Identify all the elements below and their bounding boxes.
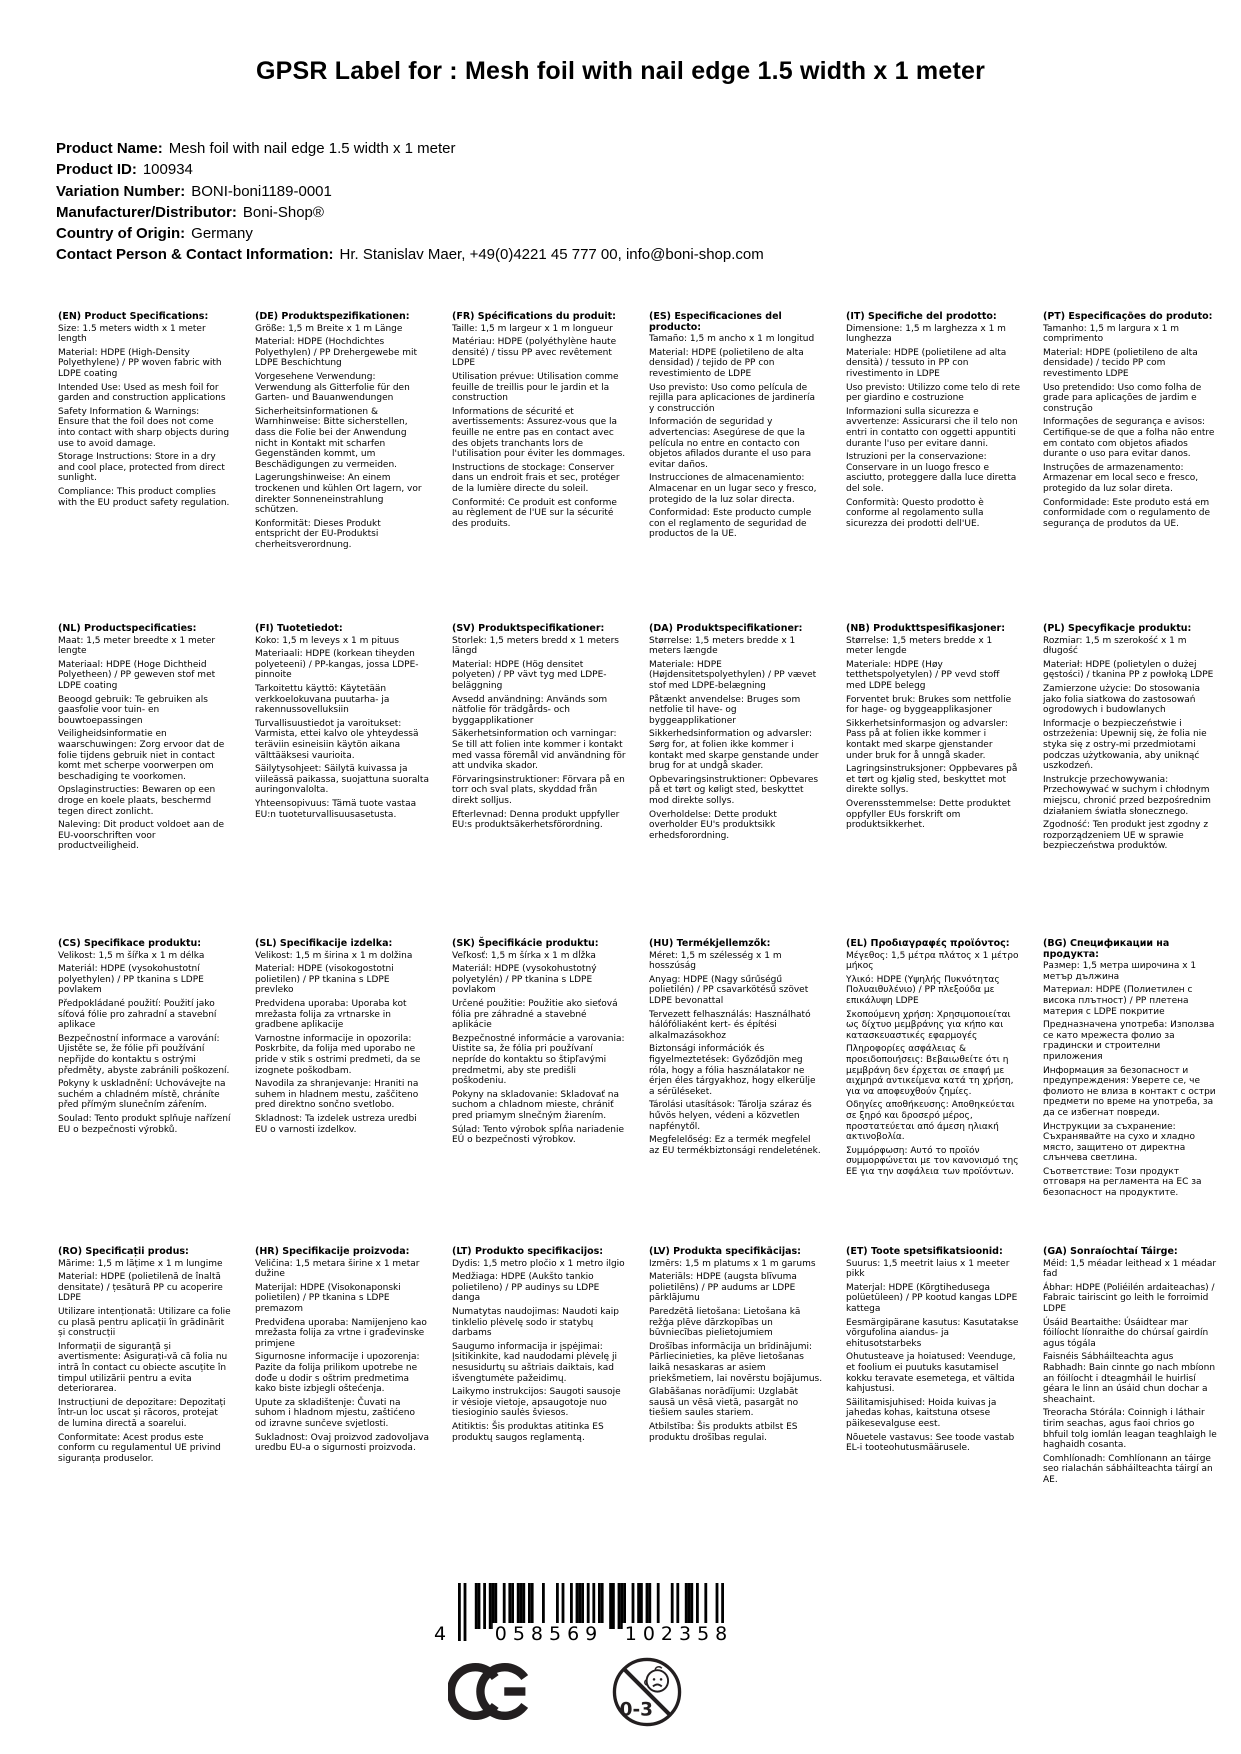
spec-paragraph: Uso previsto: Utilizzo come telo di rete per giardino e costruzione (846, 382, 1021, 404)
spec-heading: (LT) Produkto specifikacijos: (452, 1246, 604, 1257)
spec-paragraph: Ábhar: HDPE (Poliéilén ardaiteachas) / Fabraic tairiscint go leith le forroimid LDPE (1043, 1282, 1215, 1314)
spec-paragraph: Istruzioni per la conservazione: Conservare in un luogo fresco e asciutto, proteggere dalla luce diretta del sole. (846, 452, 1017, 494)
spec-paragraph: Compliance: This product complies with the EU product safety regulation. (58, 486, 230, 508)
spec-heading: (HU) Termékjellemzők: (649, 938, 771, 949)
spec-heading: (NL) Productspecificaties: (58, 623, 197, 634)
spec-paragraph: Información de seguridad y advertencias: Asegúrese de que la película no entre en contacto con objetos afilados durante el uso para evitar daños. (649, 417, 812, 470)
spec-paragraph: Material: HDPE (High-Density Polyethylene) / PP woven fabric with LDPE coating (58, 347, 222, 379)
spec-paragraph: Turvallisuustiedot ja varoitukset: Varmista, ettei kalvo ole yhteydessä teräviin esineisiin käytön aikana välttääksesi vaurioita. (255, 718, 419, 761)
spec-paragraph: Materiale: HDPE (Høy tetthetspolyetylen) / PP vevd stoff med LDPE belegg (846, 659, 1000, 691)
spec-heading: (EN) Product Specifications: (58, 311, 209, 322)
spec-block-es (649, 312, 823, 543)
spec-block-nb (846, 624, 1020, 834)
spec-paragraph: Säkerhetsinformation och varningar: Se till att folien inte kommer i kontakt med vassa föremål vid användning för att undvika skador. (452, 729, 626, 772)
spec-heading: (SL) Specifikacije izdelka: (255, 938, 393, 949)
spec-paragraph: Zamierzone użycie: Do stosowania jako folia siatkowa do zastosowań ogrodowych i budowlanych (1043, 683, 1200, 716)
spec-heading: (FI) Tuotetiedot: (255, 623, 343, 634)
spec-paragraph: Safety Information & Warnings: Ensure that the foil does not come into contact with sharp objects during use to avoid damage. (58, 406, 230, 449)
info-value: 100934 (142, 161, 193, 179)
spec-paragraph: Materiál: HDPE (vysokohustotný polyetylén) / PP tkanina s LDPE povlakom (452, 964, 597, 996)
spec-paragraph: Mărime: 1,5 m lățime x 1 m lungime (58, 1258, 223, 1269)
spec-block-et (846, 1247, 1020, 1457)
spec-paragraph: Ohutusteave ja hoiatused: Veenduge, et foolium ei puutuks kasutamisel kokku teravate esemetega, et vältida kahjustusi. (846, 1352, 1016, 1395)
info-label: Variation Number: (56, 182, 186, 200)
spec-paragraph: Dydis: 1,5 metro pločio x 1 metro ilgio (452, 1258, 625, 1269)
spec-paragraph: Informacje o bezpieczeństwie i ostrzeżenia: Upewnij się, że folia nie styka się z ostry-mi przedmiotami podczas użytkowania, aby uniknąć uszkodzeń. (1043, 718, 1207, 772)
spec-block-hu (649, 939, 823, 1159)
spec-paragraph: Predviđena uporaba: Namijenjeno kao mrežasta folija za vrtne i građevinske primjene (255, 1317, 427, 1349)
spec-paragraph: Tarkoitettu käyttö: Käytetään verkkoelokuvana puutarha- ja rakennussovelluksiin (255, 683, 390, 716)
spec-heading: (DA) Produktspecifikationer: (649, 623, 803, 634)
spec-paragraph: Intended Use: Used as mesh foil for garden and construction applications (58, 382, 226, 404)
spec-paragraph: Materiaal: HDPE (Hoge Dichtheid Polyetheen) / PP geweven stof met LDPE coating (58, 659, 216, 691)
spec-block-pl (1043, 624, 1217, 855)
spec-paragraph: Matériau: HDPE (polyéthylène haute densité) / tissu PP avec revêtement LDPE (452, 337, 617, 369)
spec-block-bg (1043, 939, 1217, 1202)
spec-block-pt (1043, 312, 1217, 532)
spec-paragraph: Instruções de armazenamento: Armazenar em local seco e fresco, protegido da luz solar direta. (1043, 462, 1199, 494)
spec-paragraph: Materiale: HDPE (Højdensitetspolyethylen) / PP vævet stof med LDPE-belægning (649, 659, 817, 691)
spec-paragraph: Materiál: HDPE (vysokohustotní polyethylen) / PP tkanina s LDPE povlakem (58, 964, 204, 996)
spec-block-sv (452, 624, 626, 834)
spec-block-de (255, 312, 429, 553)
info-value: Germany (191, 225, 253, 243)
spec-row-0 (58, 312, 1217, 553)
spec-paragraph: Laikymo instrukcijos: Saugoti sausoje ir vėsioje vietoje, apsaugotoje nuo tiesioginio saulės šviesos. (452, 1387, 621, 1419)
spec-paragraph: Určené použitie: Použitie ako sieťová fólia pre záhradné a stavebné aplikácie (452, 998, 618, 1031)
spec-paragraph: Numatytas naudojimas: Naudoti kaip tinklelio plėvelę sodo ir statybų darbams (452, 1306, 620, 1339)
spec-block-lt (452, 1247, 626, 1446)
spec-paragraph: Overensstemmelse: Dette produktet oppfyller EUs forskrift om produktsikkerhet. (846, 798, 1011, 831)
spec-paragraph: Veľkosť: 1,5 m šírka x 1 m dĺžka (452, 950, 596, 961)
spec-paragraph: Lagringsinstruksjoner: Oppbevares på et tørt og kjølig sted, beskyttet mot direkte sollys. (846, 764, 1018, 796)
spec-paragraph: Veiligheidsinformatie en waarschuwingen: Zorg ervoor dat de folie tijdens gebruik niet in contact komt met scherpe voorwerpen om beschadiging te voorkomen. (58, 729, 225, 782)
spec-paragraph: Conformità: Questo prodotto è conforme al regolamento sulla sicurezza dei prodotti dell'UE. (846, 497, 984, 529)
spec-paragraph: Soulad: Tento produkt splňuje nařízení EU o bezpečnosti výrobků. (58, 1113, 231, 1135)
ean-barcode (432, 1583, 732, 1645)
spec-paragraph: Anyag: HDPE (Nagy sűrűségű polietilén) / PP csavarkötésű szövet LDPE bevonattal (649, 974, 809, 1006)
spec-paragraph: Инструкции за съхранение: Съхранявайте на сухо и хладно място, защитено от директна слънчева светлина. (1043, 1121, 1195, 1164)
spec-paragraph: Größe: 1,5 m Breite x 1 m Länge (255, 323, 403, 334)
spec-paragraph: Veličina: 1,5 metara širine x 1 metar dužine (255, 1258, 420, 1280)
spec-paragraph: Upute za skladištenje: Čuvati na suhom i hladnom mjestu, zaštićeno od izravne sunčeve svjetlosti. (255, 1397, 415, 1429)
spec-paragraph: Předpokládané použití: Použití jako síťová fólie pro zahradní a stavební aplikace (58, 998, 217, 1031)
spec-paragraph: Størrelse: 1,5 meters bredde x 1 meter lengde (846, 635, 993, 657)
spec-paragraph: Paredzētā lietošana: Lietošana kā režģa plēve dārzkopības un būvniecības pielietojumiem (649, 1306, 801, 1339)
info-value: BONI-boni1189-0001 (191, 182, 332, 200)
spec-paragraph: Predvidena uporaba: Uporaba kot mrežasta folija za vrtnarske in gradbene aplikacije (255, 998, 407, 1031)
spec-paragraph: Размер: 1,5 метра широчина x 1 метър дължина (1043, 961, 1197, 982)
spec-paragraph: Storlek: 1,5 meters bredd x 1 meters längd (452, 635, 619, 657)
spec-heading: (LV) Produkta specifikācijas: (649, 1246, 801, 1257)
spec-paragraph: Velikost: 1,5 m širina x 1 m dolžina (255, 950, 413, 961)
spec-paragraph: Οδηγίες αποθήκευσης: Αποθηκεύεται σε ξηρό και δροσερό μέρος, προστατεύεται από άμεση ηλιακή ακτινοβολία. (846, 1100, 1015, 1143)
spec-paragraph: Saugumo informacija ir įspėjimai: Įsitikinkite, kad naudodami plėvelę ji nesusidurtų su aštriais daiktais, kad išvengtumėte pažeidimų. (452, 1341, 617, 1384)
spec-row-3 (58, 1247, 1217, 1488)
spec-paragraph: Koko: 1,5 m leveys x 1 m pituus (255, 635, 400, 646)
product-info-row (56, 202, 764, 223)
spec-heading: (PL) Specyfikacje produktu: (1043, 623, 1192, 634)
spec-block-fi (255, 624, 429, 823)
spec-paragraph: Информация за безопасност и предупреждения: Уверете се, че фолиото не влиза в контакт с остри предмети по време на употреба, за да се избегнат повреди. (1043, 1065, 1216, 1118)
spec-paragraph: Rozmiar: 1,5 m szerokość x 1 m długość (1043, 635, 1187, 657)
spec-paragraph: Overholdelse: Dette produkt overholder EU's produktsikk erhedsforordning. (649, 809, 777, 841)
spec-paragraph: Úsáid Beartaithe: Úsáidtear mar fóilíocht líonraithe do chúrsaí gairdín agus tógála (1043, 1317, 1209, 1349)
spec-paragraph: Предназначена употреба: Използва се като мрежеста фолио за градински и строителни приложения (1043, 1020, 1215, 1062)
spec-paragraph: Taille: 1,5 m largeur x 1 m longueur (452, 323, 613, 334)
spec-paragraph: Faisnéis Sábháilteachta agus Rabhadh: Bain cinnte go nach mbíonn an fóilíocht i dteagmháil le huirlisí géara le linn an úsáid chun dochar a sheachaint. (1043, 1352, 1216, 1405)
spec-paragraph: Υλικό: HDPE (Υψηλής Πυκνότητας Πολυαιθυλένιο) / PP πλεξούδα με επικάλυψη LDPE (846, 974, 1000, 1006)
page-title: GPSR Label for : Mesh foil with nail edge 1.5 width x 1 meter (256, 57, 985, 85)
spec-paragraph: Sikkerhetsinformasjon og advarsler: Pass på at folien ikke kommer i kontakt med skarpe gjenstander under bruk for å unngå skader. (846, 718, 1008, 761)
spec-paragraph: Sukladnost: Ovaj proizvod zadovoljava uredbu EU-a o sigurnosti proizvoda. (255, 1432, 429, 1454)
spec-paragraph: Uso previsto: Uso como película de rejilla para aplicaciones de jardinería y construcción (649, 382, 815, 414)
spec-paragraph: Size: 1.5 meters width x 1 meter length (58, 323, 206, 345)
spec-row-2 (58, 939, 1217, 1202)
spec-paragraph: Utilizare intenționată: Utilizare ca folie cu plasă pentru aplicații în grădinărit și construcții (58, 1306, 231, 1339)
spec-block-cs (58, 939, 232, 1138)
spec-paragraph: Säilitamisjuhised: Hoida kuivas ja jahedas kohas, kaitstuna otsese päikesevalguse eest. (846, 1397, 997, 1429)
baby-head (647, 1670, 668, 1691)
spec-block-en (58, 312, 232, 511)
spec-block-it (846, 312, 1020, 532)
spec-paragraph: Material: HDPE (polietileno de alta densidade) / tecido PP com revestimento LDPE (1043, 347, 1198, 379)
spec-block-nl (58, 624, 232, 855)
spec-paragraph: Yhteensopivuus: Tämä tuote vastaa EU:n tuoteturvallisuusasetusta. (255, 798, 417, 820)
spec-paragraph: Sigurnosne informacije i upozorenja: Pazite da folija prilikom upotrebe ne dođe u dodir s oštrim predmetima kako biste izbjegli oštećenja. (255, 1352, 420, 1395)
spec-paragraph: Instrukcje przechowywania: Przechowywać w suchym i chłodnym miejscu, chronić przed bezpośrednim działaniem światła słonecznego. (1043, 774, 1211, 817)
spec-paragraph: Materiaali: HDPE (korkean tiheyden polyeteeni) / PP-kangas, jossa LDPE-pinnoite (255, 649, 419, 681)
spec-block-fr (452, 312, 626, 532)
spec-paragraph: Drošības informācija un brīdinājumi: Pārliecinieties, ka plēve lietošanas laikā nesaskaras ar asiem priekšmetiem, lai novērstu bojājumus. (649, 1341, 823, 1384)
spec-paragraph: Material: HDPE (polietilenă de înaltă densitate) / țesătură PP cu acoperire LDPE (58, 1272, 223, 1304)
spec-paragraph: Tervezett felhasználás: Használható hálófóliaként kert- és építési alkalmazásokhoz (649, 1009, 811, 1041)
spec-paragraph: Påtænkt anvendelse: Bruges som netfolie til have- og byggeapplikationer (649, 694, 801, 726)
spec-paragraph: Material: HDPE (visokogostotni polietilen) / PP tkanina s LDPE prevleko (255, 964, 394, 996)
spec-paragraph: Biztonsági információk és figyelmeztetések: Győződjön meg róla, hogy a fólia használatakor ne érjen éles tárgyakhoz, hogy elkerülje a sérüléseket. (649, 1044, 816, 1097)
spec-paragraph: Utilisation prévue: Utilisation comme feuille de treillis pour le jardin et la construction (452, 371, 619, 404)
spec-paragraph: Efterlevnad: Denna produkt uppfyller EU:s produktsäkerhetsförordning. (452, 809, 620, 831)
spec-paragraph: Pokyny na skladovanie: Skladovať na suchom a chladnom mieste, chrániť pred priamym slnečným žiarením. (452, 1089, 620, 1121)
spec-paragraph: Nõuetele vastavus: See toode vastab EL-i tooteohutusmäärusele. (846, 1432, 1015, 1454)
spec-heading: (SK) Špecifikácie produktu: (452, 938, 599, 949)
spec-paragraph: Velikost: 1,5 m šířka x 1 m délka (58, 950, 205, 961)
spec-heading: (ET) Toote spetsifikatsioonid: (846, 1246, 1003, 1257)
spec-paragraph: Varnostne informacije in opozorila: Poskrbite, da folija med uporabo ne pride v stik s ostrimi predmeti, da se izognete poškodbam. (255, 1033, 421, 1076)
spec-paragraph: Avsedd användning: Används som nätfolie för trädgårds- och byggapplikationer (452, 694, 608, 726)
spec-paragraph: Conformidad: Este producto cumple con el reglamento de seguridad de productos de la UE. (649, 508, 812, 540)
spec-paragraph: Suurus: 1,5 meetrit laius x 1 meeter pikk (846, 1258, 1010, 1280)
product-info-row (56, 181, 764, 202)
spec-heading: (NB) Produkttspesifikasjoner: (846, 623, 1006, 634)
spec-paragraph: Opbevaringsinstruktioner: Opbevares på et tørt og køligt sted, beskyttet mod direkte sollys. (649, 774, 819, 806)
spec-heading: (GA) Sonraíochtaí Táirge: (1043, 1246, 1178, 1257)
spec-heading: (PT) Especificações do produto: (1043, 311, 1213, 322)
spec-paragraph: Material: HDPE (Hochdichtes Polyethylen) / PP Drehergewebe mit LDPE Beschichtung (255, 337, 418, 369)
spec-paragraph: Conformité: Ce produit est conforme au règlement de l'UE sur la sécurité des produits. (452, 497, 617, 529)
spec-paragraph: Materjal: HDPE (Kõrgtihedusega polüetüleen) / PP kootud kangas LDPE kattega (846, 1282, 1018, 1314)
ce-mark-icon (448, 1662, 532, 1721)
product-info-row (56, 244, 764, 265)
spec-block-da (649, 624, 823, 844)
spec-paragraph: Sicherheitsinformationen & Warnhinweise: Bitte sicherstellen, dass die Folie bei der Anwendung nicht in Kontakt mit scharfen Gegenständen kommt, um Beschädigungen zu vermeiden. (255, 406, 408, 470)
spec-block-ro (58, 1247, 232, 1467)
spec-heading: (RO) Specificații produs: (58, 1246, 189, 1257)
info-value: Boni-Shop® (242, 203, 324, 221)
spec-paragraph: Skladnost: Ta izdelek ustreza uredbi EU o varnosti izdelkov. (255, 1113, 417, 1135)
spec-paragraph: Méret: 1,5 m szélesség x 1 m hosszúság (649, 950, 782, 972)
barcode-left-digits: 058569 (494, 1623, 604, 1645)
spec-paragraph: Instructions de stockage: Conserver dans un endroit frais et sec, protéger de la lumière directe du soleil. (452, 462, 620, 494)
spec-block-ga (1043, 1247, 1217, 1488)
spec-paragraph: Eesmärgipärane kasutus: Kasutatakse võrgufolina aiandus- ja ehitusotstarbeks (846, 1317, 1019, 1349)
spec-paragraph: Tamanho: 1,5 m largura x 1 m comprimento (1043, 323, 1180, 345)
spec-heading: (FR) Spécifications du produit: (452, 311, 616, 322)
spec-paragraph: Instrucțiuni de depozitare: Depozitați într-un loc uscat și răcoros, protejat de lumina directă a soarelui. (58, 1397, 226, 1429)
spec-paragraph: Naleving: Dit product voldoet aan de EU-voorschriften voor productveiligheid. (58, 820, 225, 852)
spec-paragraph: Navodila za shranjevanje: Hraniti na suhem in hladnem mestu, zaščiteno pred direktno sončno svetlobo. (255, 1079, 419, 1111)
spec-block-sl (255, 939, 429, 1138)
spec-paragraph: Conformitate: Acest produs este conform cu regulamentul UE privind siguranța produselor. (58, 1432, 221, 1464)
spec-heading: (EL) Προδιαγραφές προϊόντος: (846, 938, 1010, 949)
spec-paragraph: Säilytysohjeet: Säilytä kuivassa ja viileässä paikassa, suojattuna suoralta auringonvalolta. (255, 764, 429, 796)
spec-paragraph: Bezpečnostní informace a varování: Ujistěte se, že fólie při používání nepřijde do kontaktu s ostrými předměty, abyste zabránili poškození. (58, 1033, 230, 1076)
spec-paragraph: Opslaginstructies: Bewaren op een droge en koele plaats, beschermd tegen direct zonlicht. (58, 785, 216, 817)
age-warning-label: 0-3 (619, 1699, 654, 1721)
spec-paragraph: Sikkerhedsinformation og advarsler: Sørg for, at folien ikke kommer i kontakt med skarpe genstande under brug for at undgå skader. (649, 729, 819, 772)
spec-paragraph: Materiale: HDPE (polietilene ad alta densità) / tessuto in PP con rivestimento in LDPE (846, 347, 1007, 379)
spec-paragraph: Informazioni sulla sicurezza e avvertenze: Assicurarsi che il telo non entri in contatto con oggetti appuntiti durante l'uso per evitare danni. (846, 406, 1018, 449)
spec-heading: (DE) Produktspezifikationen: (255, 311, 410, 322)
spec-paragraph: Størrelse: 1,5 meters bredde x 1 meters længde (649, 635, 796, 657)
spec-paragraph: Lagerungshinweise: An einem trockenen und kühlen Ort lagern, vor direkter Sonneneinstrahlung schützen. (255, 473, 422, 516)
spec-paragraph: Informations de sécurité et avertissements: Assurez-vous que la feuille ne entre pas en contact avec des objets tranchants lors de l'utilisation pour éviter les dommages. (452, 406, 626, 460)
barcode-right-digits: 102358 (624, 1623, 734, 1645)
spec-heading: (BG) Спецификации на продукта: (1043, 938, 1170, 960)
spec-paragraph: Atbilstība: Šis produkts atbilst ES produktu drošības regulai. (649, 1421, 798, 1443)
spec-paragraph: Πληροφορίες ασφάλειας & προειδοποιήσεις: Βεβαιωθείτε ότι η μεμβράνη δεν έρχεται σε επαφή με αιχμηρά αντικείμενα κατά τη χρήση, για να αποφευχθούν ζημίες. (846, 1044, 1014, 1097)
barcode-first-digit: 4 (434, 1623, 447, 1645)
spec-paragraph: Beoogd gebruik: Te gebruiken als gaasfolie voor tuin- en bouwtoepassingen (58, 694, 208, 726)
spec-heading: (HR) Specifikacije proizvoda: (255, 1246, 410, 1257)
spec-heading: (ES) Especificaciones del producto: (649, 311, 782, 333)
spec-paragraph: Vorgesehene Verwendung: Verwendung als Gitterfolie für den Garten- und Bauanwendungen (255, 371, 410, 404)
spec-paragraph: Forventet bruk: Brukes som nettfolie for hage- og byggeapplikasjoner (846, 694, 1012, 716)
spec-paragraph: Maat: 1,5 meter breedte x 1 meter lengte (58, 635, 216, 657)
spec-paragraph: Atitiktis: Šis produktas atitinka ES produktų saugos reglamentą. (452, 1421, 604, 1443)
info-value: Mesh foil with nail edge 1.5 width x 1 meter (168, 140, 456, 157)
spec-paragraph: Instrucciones de almacenamiento: Almacenar en un lugar seco y fresco, protegido de la luz solar directa. (649, 473, 817, 505)
product-info-row (56, 159, 764, 180)
spec-block-lv (649, 1247, 823, 1446)
spec-paragraph: Megfelelőség: Ez a termék megfelel az EU termékbiztonsági rendeletének. (649, 1135, 821, 1156)
product-info-row (56, 138, 764, 159)
product-info-row (56, 223, 764, 244)
spec-paragraph: Súlad: Tento výrobok spĺňa nariadenie EÚ o bezpečnosti výrobkov. (452, 1124, 625, 1146)
spec-paragraph: Treoracha Stórála: Coinnigh i láthair tirim seachas, agus faoi chrios go bhfuil tolg iomlán leagan teaghlaigh le haghaidh cosanta. (1043, 1408, 1217, 1451)
spec-paragraph: Συμμόρφωση: Αυτό το προϊόν συμμορφώνεται με τον κανονισμό της ΕΕ για την ασφάλεια των προϊόντων. (846, 1145, 1019, 1177)
spec-paragraph: Informações de segurança e avisos: Certifique-se de que a folha não entre em contato com objetos afiados durante o uso para evitar danos. (1043, 417, 1215, 460)
product-info-section (56, 138, 764, 266)
spec-block-hr (255, 1247, 429, 1457)
spec-paragraph: Pokyny k uskladnění: Uchovávejte na suchém a chladném místě, chráníte před přímým slunečním zářením. (58, 1079, 226, 1111)
spec-paragraph: Comhlíonadh: Comhlíonann an táirge seo rialachán sábháilteachta táirgí an AE. (1043, 1453, 1213, 1485)
spec-paragraph: Materiał: HDPE (polietylen o dużej gęstości) / tkanina PP z powłoką LDPE (1043, 659, 1214, 681)
spec-paragraph: Материал: HDPE (Полиетилен с висока плътност) / PP плетена материя с LDPE покритие (1043, 985, 1193, 1017)
spec-paragraph: Informații de siguranță și avertismente: Asigurați-vă că folia nu intră în contact cu obiecte ascuțite în timpul utilizării pentru a evita deteriorarea. (58, 1341, 228, 1395)
spec-block-sk (452, 939, 626, 1149)
info-label: Manufacturer/Distributor: (56, 203, 237, 221)
spec-paragraph: Μέγεθος: 1,5 μέτρα πλάτος x 1 μέτρο μήκος (846, 950, 1019, 972)
spec-paragraph: Σκοπούμενη χρήση: Χρησιμοποιείται ως δίχτυο μεμβράνης για κήπο και κατασκευαστικές εφαρμογές (846, 1009, 1011, 1041)
info-label: Product ID: (56, 161, 137, 179)
spec-paragraph: Förvaringsinstruktioner: Förvara på en torr och sval plats, skyddad från direkt solljus. (452, 774, 625, 806)
spec-paragraph: Tamaño: 1,5 m ancho x 1 m longitud (649, 334, 815, 345)
spec-paragraph: Conformidade: Este produto está em conformidade com o regulamento de segurança de produtos da UE. (1043, 497, 1211, 529)
spec-paragraph: Glabāšanas norādījumi: Uzglabāt sausā un vēsā vietā, pasargāt no tiešiem saules stariem. (649, 1387, 799, 1419)
spec-block-el (846, 939, 1020, 1180)
spec-paragraph: Material: HDPE (Hög densitet polyeten) / PP vävt tyg med LDPE-beläggning (452, 659, 607, 691)
age-warning-icon (610, 1655, 684, 1729)
info-label: Country of Origin: (56, 225, 186, 243)
spec-paragraph: Zgodność: Ten produkt jest zgodny z rozporządzeniem UE w sprawie bezpieczeństwa produktów. (1043, 820, 1209, 852)
info-label: Contact Person & Contact Information: (56, 246, 334, 264)
info-value: Hr. Stanislav Maer, +49(0)4221 45 777 00, info@boni-shop.com (339, 246, 764, 264)
spec-paragraph: Storage Instructions: Store in a dry and cool place, protected from direct sunlight. (58, 452, 225, 484)
spec-paragraph: Méid: 1,5 méadar leithead x 1 méadar fad (1043, 1258, 1217, 1280)
spec-paragraph: Izmērs: 1,5 m platums x 1 m garums (649, 1258, 816, 1269)
spec-paragraph: Materiāls: HDPE (augsta blīvuma polietilēns) / PP audums ar LDPE pārklājumu (649, 1272, 797, 1304)
spec-paragraph: Medžiaga: HDPE (Aukšto tankio polietileno) / PP audinys su LDPE danga (452, 1272, 600, 1304)
spec-paragraph: Materijal: HDPE (Visokonaponski polietilen) / PP tkanina s LDPE premazom (255, 1282, 401, 1314)
spec-paragraph: Uso pretendido: Uso como folha de grade para aplicações de jardim e construção (1043, 382, 1202, 414)
spec-heading: (SV) Produktspecifikationer: (452, 623, 605, 634)
spec-paragraph: Konformität: Dieses Produkt entspricht der EU-Produktsi cherheitsverordnung. (255, 518, 381, 550)
info-label: Product Name: (56, 140, 163, 157)
spec-heading: (CS) Specifikace produktu: (58, 938, 202, 949)
spec-paragraph: Съответствие: Този продукт отговаря на регламента на ЕС за безопасност на продуктите. (1043, 1166, 1202, 1199)
spec-paragraph: Bezpečnostné informácie a varovania: Uistite sa, že fólia pri používaní nepríde do kontaktu so štipľavými predmetmi, aby ste predišli poškodeniu. (452, 1033, 625, 1087)
spec-paragraph: Dimensione: 1,5 m larghezza x 1 m lunghezza (846, 323, 1006, 345)
spec-paragraph: Material: HDPE (polietileno de alta densidad) / tejido de PP con revestimiento de LDPE (649, 347, 804, 379)
spec-row-1 (58, 624, 1217, 855)
spec-heading: (IT) Specifiche del prodotto: (846, 311, 997, 322)
spec-paragraph: Tárolási utasítások: Tárolja száraz és hűvös helyen, védeni a közvetlen napfénytől. (649, 1100, 812, 1132)
